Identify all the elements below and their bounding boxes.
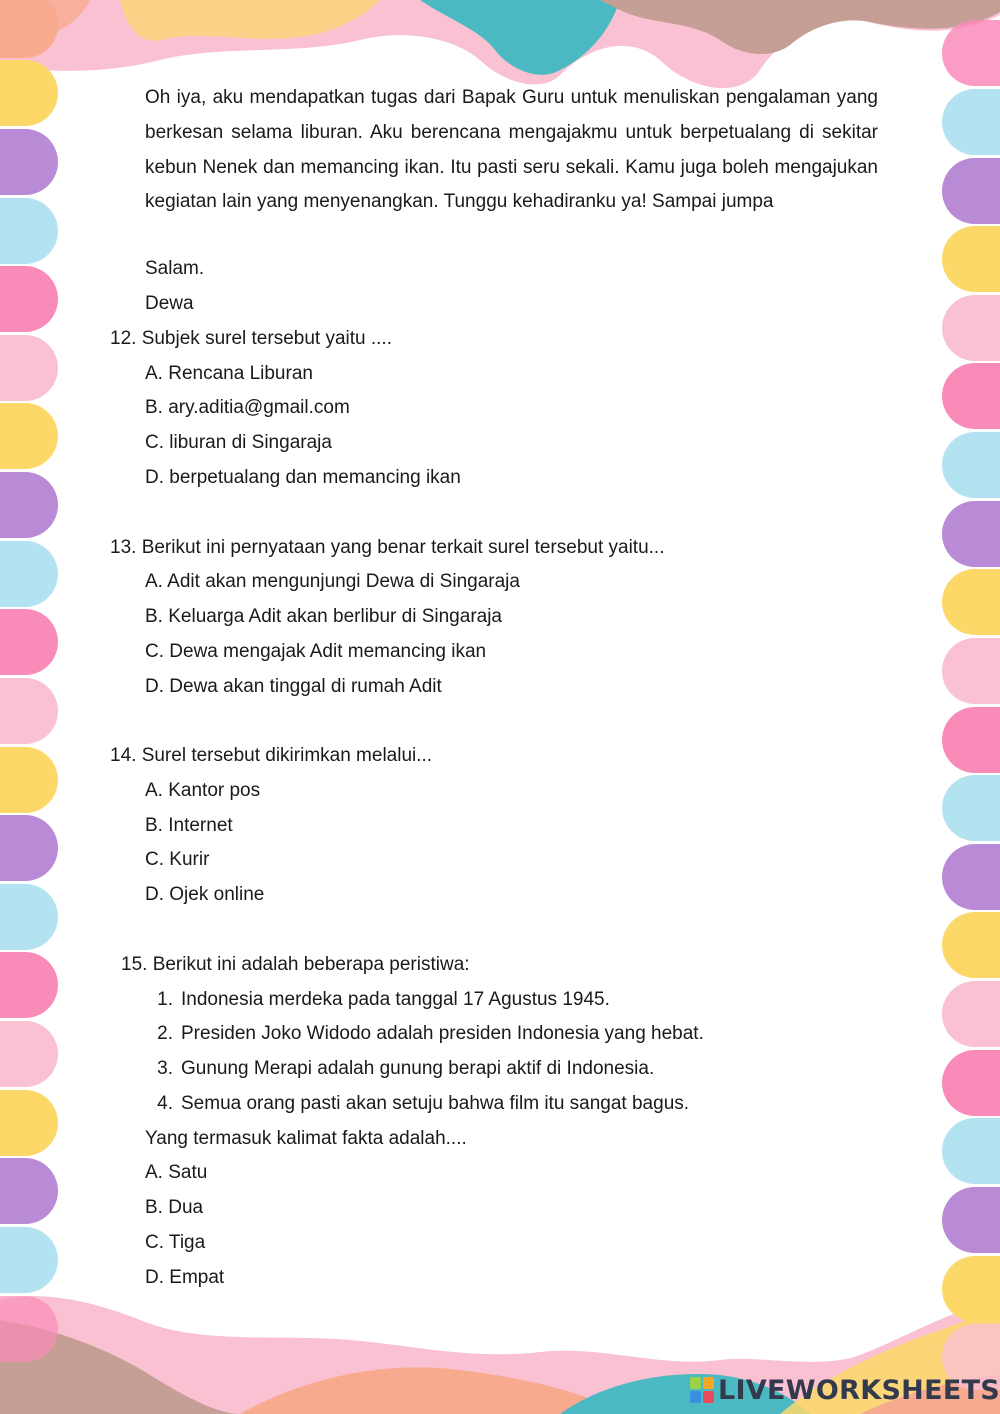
- q15-option-c[interactable]: C. Tiga: [145, 1232, 206, 1253]
- q12-option-d[interactable]: D. berpetualang dan memancing ikan: [145, 467, 461, 488]
- q15-option-a[interactable]: A. Satu: [145, 1162, 208, 1183]
- liveworksheets-logo[interactable]: [690, 1372, 1000, 1408]
- liveworksheets-tiles-icon: [690, 1377, 714, 1403]
- q13-option-b[interactable]: B. Keluarga Adit akan berlibur di Singaraja: [145, 606, 503, 627]
- letter-signature: Dewa: [145, 293, 194, 314]
- question-15: 15. Berikut ini adalah beberapa peristiwa:: [121, 954, 470, 975]
- q15-statement: [143, 1092, 689, 1116]
- statement-number: 1.: [157, 989, 173, 1010]
- statement-number: 4.: [157, 1093, 173, 1114]
- q13-option-c[interactable]: C. Dewa mengajak Adit memancing ikan: [145, 641, 487, 662]
- q14-option-c[interactable]: C. Kurir: [145, 849, 210, 870]
- q15-prompt: Yang termasuk kalimat fakta adalah....: [145, 1128, 467, 1149]
- q15-option-d[interactable]: D. Empat: [145, 1267, 225, 1288]
- letter-closing: Salam.: [145, 258, 205, 279]
- statement-number: 2.: [157, 1023, 173, 1044]
- letter-body: Oh iya, aku mendapatkan tugas dari Bapak Guru untuk menuliskan pengalaman yang berkesan selama liburan. Aku berencana mengajakmu untuk berpetualang di sekitar kebun Nenek dan memancing ikan. Itu pasti seru sekali. Kamu juga boleh mengajukan kegiatan lain yang menyenangkan. Tunggu kehadiranku ya! Sampai jumpa: [145, 87, 878, 213]
- q15-option-b[interactable]: B. Dua: [145, 1197, 204, 1218]
- q14-option-b[interactable]: B. Internet: [145, 815, 233, 836]
- q15-statement: [143, 988, 610, 1012]
- statement-text: Semua orang pasti akan setuju bahwa film itu sangat bagus.: [181, 1093, 690, 1114]
- question-14: 14. Surel tersebut dikirimkan melalui...: [110, 745, 433, 766]
- q15-statement: [143, 1057, 654, 1081]
- statement-text: Gunung Merapi adalah gunung berapi aktif di Indonesia.: [181, 1058, 655, 1079]
- question-13: 13. Berikut ini pernyataan yang benar terkait surel tersebut yaitu...: [110, 537, 665, 558]
- statement-text: Presiden Joko Widodo adalah presiden Indonesia yang hebat.: [181, 1023, 704, 1044]
- q14-option-a[interactable]: A. Kantor pos: [145, 780, 261, 801]
- question-12: 12. Subjek surel tersebut yaitu ....: [110, 328, 392, 349]
- statement-number: 3.: [157, 1058, 173, 1079]
- q13-option-d[interactable]: D. Dewa akan tinggal di rumah Adit: [145, 676, 442, 697]
- q14-option-d[interactable]: D. Ojek online: [145, 884, 265, 905]
- q13-option-a[interactable]: A. Adit akan mengunjungi Dewa di Singaraja: [145, 571, 520, 592]
- liveworksheets-wordmark: LIVEWORKSHEETS: [718, 1374, 1000, 1406]
- q15-statement: [143, 1022, 704, 1046]
- q12-option-c[interactable]: C. liburan di Singaraja: [145, 432, 332, 453]
- q12-option-b[interactable]: B. ary.aditia@gmail.com: [145, 397, 350, 418]
- q12-option-a[interactable]: A. Rencana Liburan: [145, 363, 313, 384]
- statement-text: Indonesia merdeka pada tanggal 17 Agustus 1945.: [181, 989, 610, 1010]
